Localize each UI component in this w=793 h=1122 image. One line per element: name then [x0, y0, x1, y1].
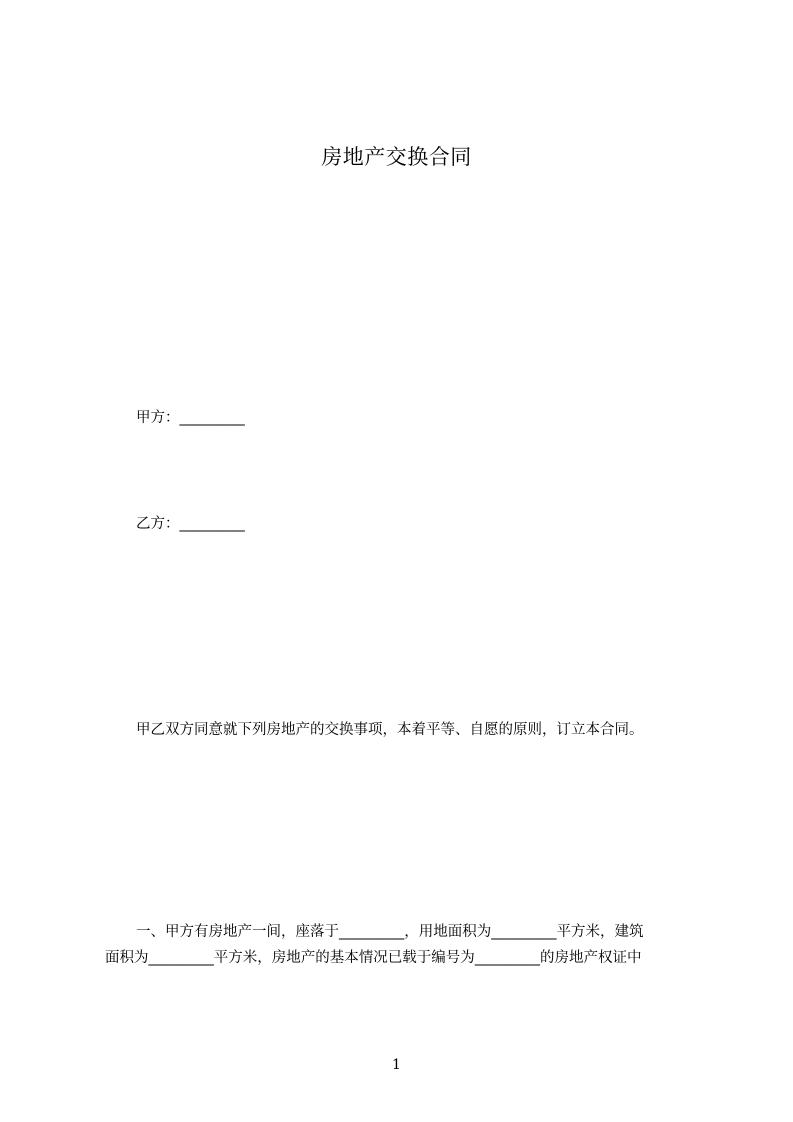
agreement-paragraph: 甲乙双方同意就下列房地产的交换事项，本着平等、自愿的原则，订立本合同。 [136, 722, 644, 738]
page-number: 1 [392, 1057, 401, 1073]
clause-1-line-1: 一、甲方有房地产一间，座落于_________，用地面积为_________平方米，建筑 [136, 924, 644, 940]
party-a-line: 甲方：_________ [136, 410, 245, 426]
party-b-line: 乙方：_________ [136, 516, 245, 532]
document-title: 房地产交换合同 [321, 145, 472, 169]
clause-1-line-2: 面积为_________平方米，房地产的基本情况已载于编号为_________的房地产权证中 [105, 950, 642, 966]
